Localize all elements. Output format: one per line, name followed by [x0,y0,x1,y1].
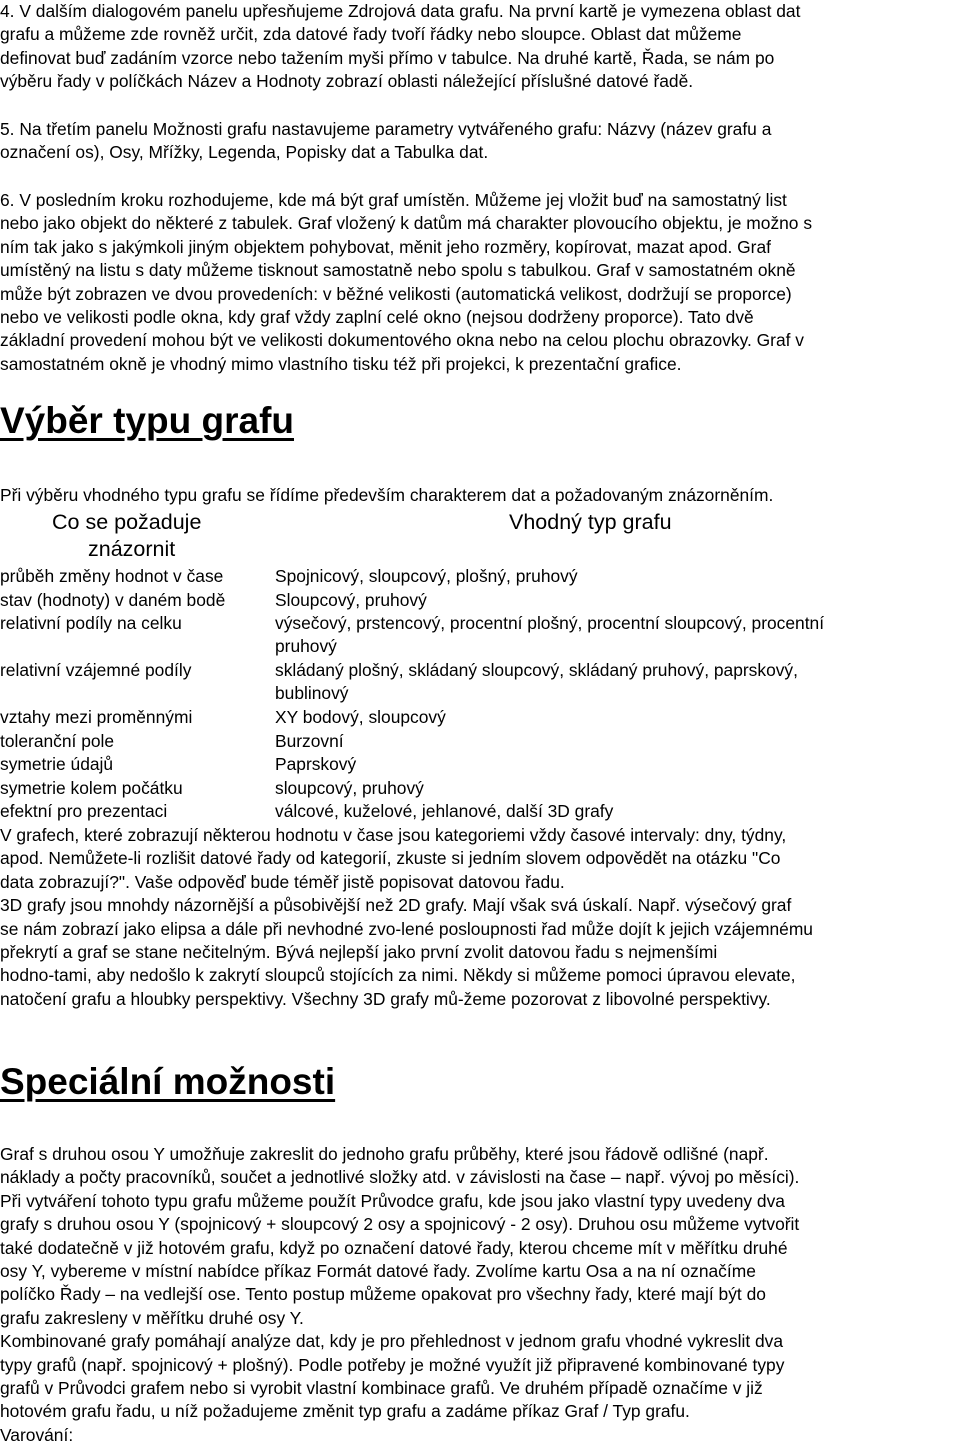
text-line: Burzovní [275,731,344,751]
text-line: natočení grafu a hloubky perspektivy. Všechny 3D grafy mů-žeme pozorovat z libovolné perspektivy. [0,988,771,1009]
chart-type-cell [275,565,960,588]
requirement-cell: stav (hodnoty) v daném bodě [0,590,226,610]
text-line: políčko Řady – na vedlejší ose. Tento postup můžeme opakovat pro všechny řady, které mají být do [0,1284,766,1305]
text-line: Při výběru vhodného typu grafu se řídíme především charakterem dat a požadovaným znázorněním. [0,485,774,505]
text-line: typy grafů (např. spojnicový + plošný). Podle potřeby je možné využít již připravené kombinované typy [0,1354,785,1375]
text-line: 5. Na třetím panelu Možnosti grafu nastavujeme parametry vytvářeného grafu: Názvy (název grafu a [0,119,772,139]
text-line: výsečový, prstencový, procentní plošný, procentní sloupcový, procentní [275,613,825,633]
paragraph-after-table [0,824,960,1011]
chart-type-cell [275,612,960,659]
text-line: apod. Nemůžete-li rozlišit datové řady od kategorií, zkuste si jedním slovem odpovědět na otázku "Co [0,848,781,869]
paragraph-step-6 [0,189,960,376]
chart-type-cell [275,706,960,729]
text-line: ním tak jako s jakýmkoli jiným objektem pohybovat, měnit jeho rozměry, kopírovat, mazat apod. Graf [0,236,771,257]
section-lead [0,484,960,507]
chart-type-cell [275,589,960,612]
text-line: Spojnicový, sloupcový, plošný, pruhový [275,566,578,586]
text-line: grafů v Průvodci grafem nebo si vyrobit vlastní kombinace grafů. Ve druhém případě označíme v již [0,1378,763,1399]
requirement-cell: toleranční pole [0,731,115,751]
paragraph-special-options [0,1143,960,1447]
requirement-cell: vztahy mezi proměnnými [0,707,193,727]
text-line: skládaný plošný, skládaný sloupcový, skládaný pruhový, paprskový, [275,660,798,680]
table-header-requirement [52,509,201,536]
text-line: označení os), Osy, Mřížky, Legenda, Popisky dat a Tabulka dat. [0,142,489,163]
text-line: náklady a počty pracovníků, součet a jednotlivé složky atd. v závislosti na čase – např. vývoj po měsíci). [0,1167,800,1188]
chart-type-cell [275,730,960,753]
table-header-requirement-cont [88,536,175,563]
text-line: V grafech, které zobrazují některou hodnotu v čase jsou kategoriemi vždy časové intervaly: dny, týdny, [0,825,787,845]
text-line: grafu zakresleny v měřítku druhé osy Y. [0,1307,304,1328]
text-line: Varování: [0,1424,74,1445]
text-line: Sloupcový, pruhový [275,590,427,610]
text-line: hodno-tami, aby nedošlo k zakrytí sloupců stojících za nimi. Někdy si můžeme pomoci úpravou elevate, [0,965,796,986]
text-line: grafy s druhou osou Y (spojnicový + sloupcový 2 osy a spojnicový - 2 osy). Druhou osu můžeme vytvořit [0,1214,800,1235]
requirement-cell: symetrie kolem počátku [0,778,183,798]
chart-type-cell [275,753,960,776]
text-line: samostatném okně je vhodný mimo vlastního tisku též při projekci, k prezentační grafice. [0,353,682,374]
text-line: 6. V posledním kroku rozhodujeme, kde má být graf umístěn. Můžeme jej vložit buď na samostatný list [0,190,787,210]
text-line: se nám zobrazí jako elipsa a dále při nevhodné zvo-lené posloupnosti řad může dojít k jejich vzájemnému [0,918,813,939]
table-header-line: znázornit [88,537,176,561]
text-line: XY bodový, sloupcový [275,707,446,727]
chart-type-cell [275,659,960,706]
table-header-chart-type [509,509,672,536]
chart-type-cell [275,800,960,823]
text-line: válcové, kuželové, jehlanové, další 3D grafy [275,801,614,821]
requirement-cell: průběh změny hodnot v čase [0,566,224,586]
paragraph-step-5 [0,118,960,165]
text-line: Kombinované grafy pomáhají analýze dat, kdy je pro přehlednost v jednom grafu vhodné vykreslit dva [0,1331,784,1352]
paragraph-step-4 [0,0,960,94]
text-line: také dodatečně v již hotovém grafu, když po označení datové řady, kterou chceme mít v měřítku druhé [0,1237,788,1258]
table-header-line: Co se požaduje [52,510,202,534]
text-line: hotovém grafu řadu, u níž požadujeme změnit typ grafu a zadáme příkaz Graf / Typ grafu. [0,1401,690,1422]
text-line: základní provedení mohou být ve velikosti dokumentového okna nebo na celou plochu obrazovky. Graf v [0,330,804,351]
text-line: nebo jako objekt do některé z tabulek. Graf vložený k datům má charakter plovoucího objektu, je možno s [0,213,813,234]
section-heading-chart-type: Výběr typu grafu [0,400,294,441]
text-line: bublinový [275,683,349,704]
requirement-cell: symetrie údajů [0,754,114,774]
text-line: grafu a můžeme zde rovněž určit, zda datové řady tvoří řádky nebo sloupce. Oblast dat můžeme [0,24,742,45]
text-line: 3D grafy jsou mnohdy názornější a působivější než 2D grafy. Mají však svá úskalí. Např. výsečový graf [0,895,792,916]
section-heading-special-options: Speciální možnosti [0,1061,336,1102]
text-line: data zobrazují?". Vaše odpověď bude téměř jistě popisovat datovou řadu. [0,871,565,892]
text-line: pruhový [275,636,337,657]
text-line: překrytí a graf se stane nečitelným. Bývá nejlepší jako první zvolit datovou řadu s nejmenšími [0,942,718,963]
text-line: výběru řady v políčkách Název a Hodnoty zobrazí oblasti náležející příslušné datové řadě. [0,71,694,92]
text-line: sloupcový, pruhový [275,778,424,798]
text-line: definovat buď zadáním vzorce nebo tažením myši přímo v tabulce. Na druhé kartě, Řada, se nám po [0,47,775,68]
requirement-cell: efektní pro prezentaci [0,801,168,821]
text-line: Při vytváření tohoto typu grafu můžeme použít Průvodce grafu, kde jsou jako vlastní typy uvedeny dva [0,1190,785,1211]
text-line: umístěný na listu s daty můžeme tisknout samostatně nebo spolu s tabulkou. Graf v samostatném okně [0,260,796,281]
text-line: Paprskový [275,754,357,774]
text-line: může být zobrazen ve dvou provedeních: v běžné velikosti (automatická velikost, dodržují se proporce) [0,283,792,304]
chart-type-cell [275,777,960,800]
text-line: 4. V dalším dialogovém panelu upřesňujeme Zdrojová data grafu. Na první kartě je vymezena oblast dat [0,1,801,21]
text-line: Graf s druhou osou Y umožňuje zakreslit do jednoho grafu průběhy, které jsou řádově odlišné (např. [0,1144,769,1164]
table-header-line: Vhodný typ grafu [509,510,672,534]
requirement-cell: relativní podíly na celku [0,613,182,633]
requirement-cell: relativní vzájemné podíly [0,660,192,680]
text-line: osy Y, vybereme v místní nabídce příkaz Formát datové řady. Zvolíme kartu Osa a na ní označíme [0,1261,756,1282]
text-line: nebo ve velikosti podle okna, kdy graf vždy zaplní celé okno (nejsou dodrženy proporce). Tato dvě [0,307,754,328]
